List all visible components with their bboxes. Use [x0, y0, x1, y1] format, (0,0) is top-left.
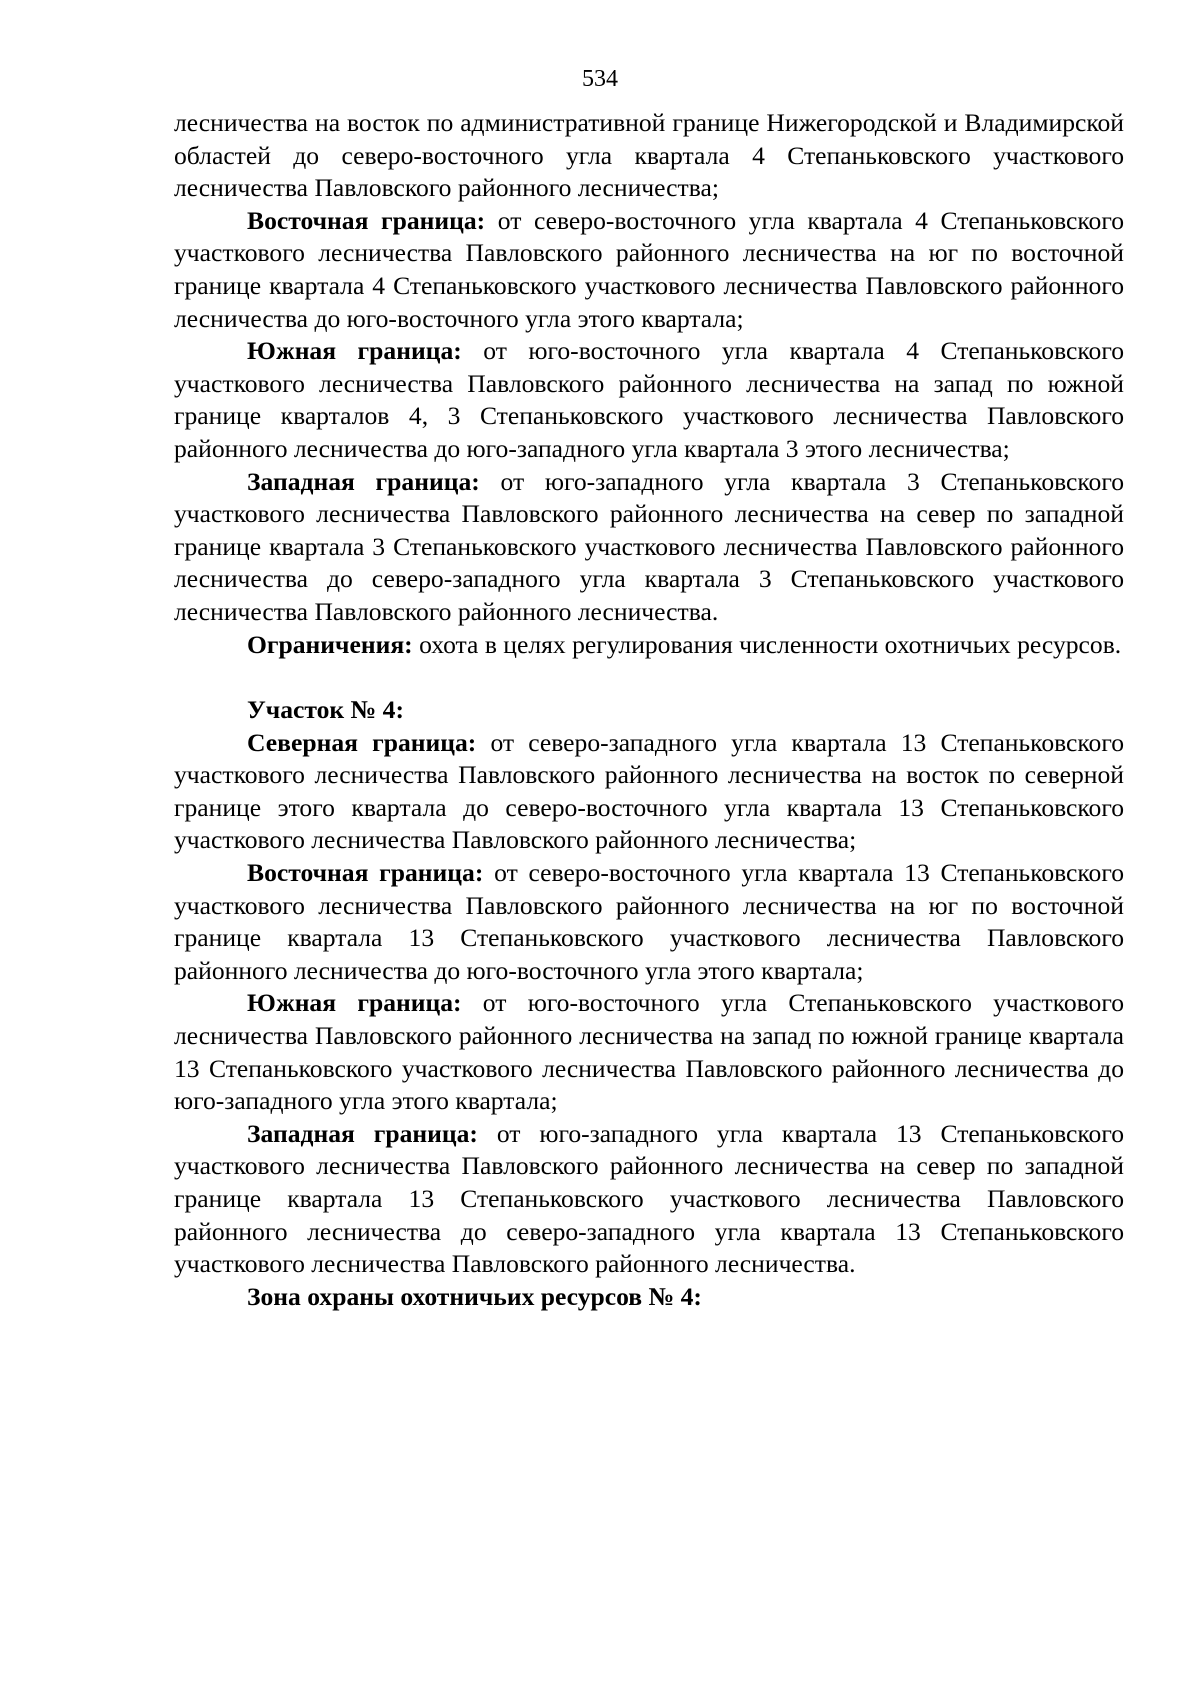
- paragraph-text: от северо-восточного угла квартала 4 Степаньковского участкового лесничества Павловского районного лесничества на юг по восточной границе квартала 4 Степаньковского участкового лесничества Павловского районного лесничества до юго-восточного угла этого квартала;: [174, 205, 1125, 333]
- paragraph-text: от юго-западного угла квартала 3 Степаньковского участкового лесничества Павловского районного лесничества на север по западной границе квартала 3 Степаньковского участкового лесничества Павловского районного лесничества до северо-западного угла квартала 3 Степаньковского участкового лесничества Павловского районного лесничества.: [174, 466, 1124, 626]
- boundary-label: Восточная граница:: [247, 205, 486, 235]
- document-body: [174, 107, 1124, 1313]
- restrictions-label: Ограничения:: [247, 629, 413, 659]
- boundary-label: Южная граница:: [247, 336, 462, 366]
- paragraph-text: от юго-западного угла квартала 13 Степаньковского участкового лесничества Павловского районного лесничества на север по западной границе квартала 13 Степаньковского участкового лесничества Павловского районного лесничества до северо-западного угла квартала 13 Степаньковского участкового лесничества Павловского районного лесничества.: [174, 1118, 1124, 1279]
- zone-heading-text: Зона охраны охотничьих ресурсов № 4:: [247, 1281, 702, 1311]
- boundary-label: Западная граница:: [247, 1118, 478, 1148]
- west-boundary-paragraph: [174, 466, 1124, 629]
- east-boundary-paragraph: [174, 857, 1124, 987]
- north-boundary-paragraph: [174, 727, 1124, 857]
- section-title-text: Участок № 4:: [247, 695, 404, 725]
- south-boundary-paragraph: [174, 987, 1124, 1117]
- paragraph-text: от северо-восточного угла квартала 13 Степаньковского участкового лесничества Павловского районного лесничества на юг по восточной границе квартала 13 Степаньковского участкового лесничества Павловского районного лесничества до юго-восточного угла этого квартала;: [174, 858, 1125, 985]
- south-boundary-paragraph: [174, 335, 1124, 465]
- east-boundary-paragraph: [174, 205, 1124, 335]
- paragraph-text: лесничества на восток по административной границе Нижегородской и Владимирской областей до северо-восточного угла квартала 4 Степаньковского участкового лесничества Павловского районного лесничества;: [174, 108, 1124, 203]
- continuation-paragraph: [174, 107, 1124, 205]
- boundary-label: Западная граница:: [247, 466, 480, 496]
- page-number: 534: [582, 66, 618, 92]
- paragraph-text: от юго-восточного угла Степаньковского участкового лесничества Павловского районного лесничества на запад по южной границе квартала 13 Степаньковского участкового лесничества Павловского районного лесничества до юго-западного угла этого квартала;: [174, 988, 1124, 1116]
- west-boundary-paragraph: [174, 1118, 1124, 1281]
- section-title: [174, 694, 1124, 727]
- boundary-label: Северная граница:: [247, 727, 477, 757]
- restrictions-paragraph: [174, 629, 1124, 662]
- boundary-label: Южная граница:: [247, 988, 462, 1018]
- boundary-label: Восточная граница:: [247, 858, 484, 888]
- paragraph-text: от северо-западного угла квартала 13 Степаньковского участкового лесничества Павловского районного лесничества на восток по северной границе этого квартала до северо-восточного угла квартала 13 Степаньковского участкового лесничества Павловского районного лесничества;: [174, 727, 1124, 855]
- paragraph-text: охота в целях регулирования численности охотничьих ресурсов.: [412, 629, 1122, 659]
- paragraph-text: от юго-восточного угла квартала 4 Степаньковского участкового лесничества Павловского районного лесничества на запад по южной границе кварталов 4, 3 Степаньковского участкового лесничества Павловского районного лесничества до юго-западного угла квартала 3 этого лесничества;: [174, 336, 1124, 463]
- zone-heading: [174, 1281, 1124, 1314]
